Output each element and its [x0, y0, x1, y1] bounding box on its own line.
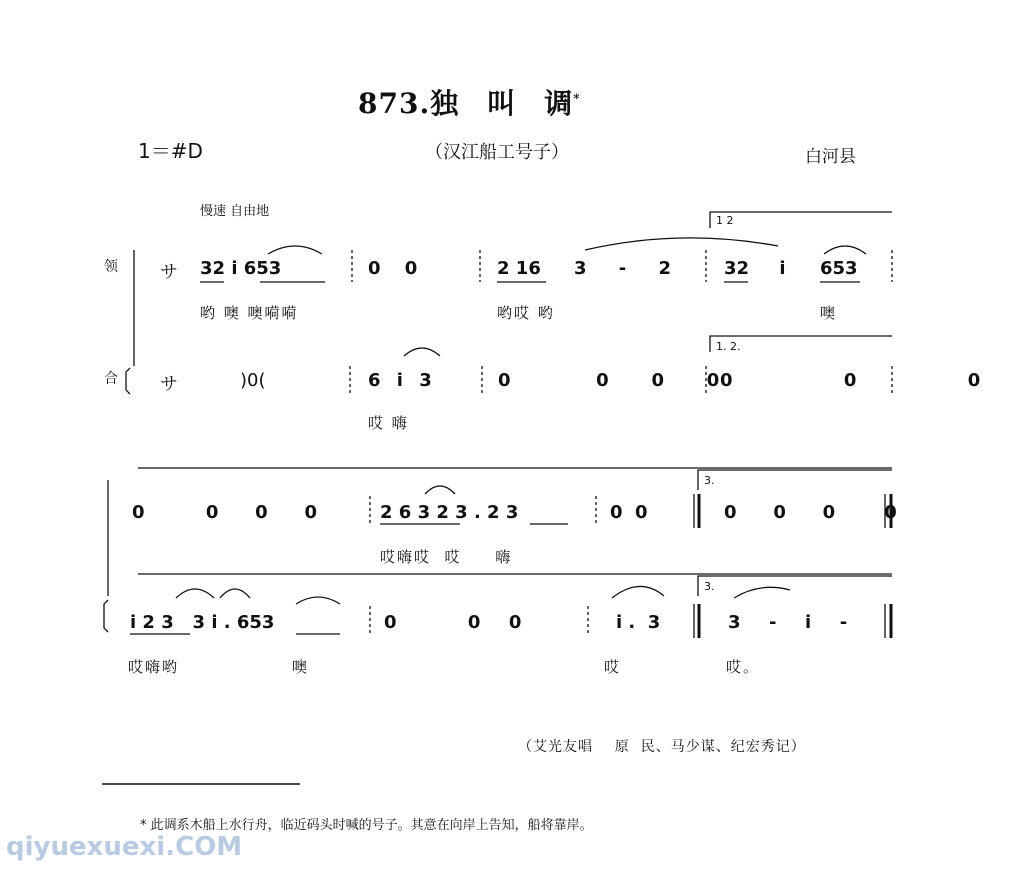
credit-line: （艾光友唱 原 民、马少谋、纪宏秀记）	[518, 739, 806, 755]
song-number: 873.	[358, 87, 431, 120]
lead-notes-3: 2 16	[497, 258, 541, 279]
chorus-lyrics-1: 哎 嗨	[368, 414, 409, 432]
slur	[220, 589, 250, 598]
key-signature: 1＝#D	[138, 139, 203, 163]
volta-chorus-3	[698, 576, 892, 596]
region-label: 白河县	[805, 147, 856, 167]
lead-lyrics-1: 哟 噢 噢嗬嗬	[200, 304, 299, 322]
slur	[585, 238, 778, 250]
s2-lead-volta-label: 3.	[704, 474, 715, 487]
s2-chorus-lyrics-1: 哎嗨哟	[128, 658, 180, 676]
slur	[734, 587, 790, 598]
s2-lead-notes-4: 0 0 0 0	[724, 502, 897, 523]
chorus-sa-mark: サ	[160, 374, 178, 395]
volta-lead-1	[710, 212, 892, 228]
title-char-2: 叫	[487, 87, 517, 120]
lead-sa-mark: サ	[160, 262, 178, 283]
lead-lyrics-3: 噢	[820, 304, 838, 322]
s2-chorus-notes-3: i . 3	[616, 612, 661, 633]
s2-chorus-volta-label: 3.	[704, 580, 715, 593]
slur	[176, 589, 214, 598]
system2-bracket	[104, 600, 108, 632]
s2-lead-notes-2: 2 6 3 2 3 . 2 3	[380, 502, 519, 523]
tempo-marking: 慢速 自由地	[200, 204, 270, 219]
slur	[612, 586, 664, 598]
slur	[824, 246, 866, 254]
lead-role-label: 领	[104, 259, 118, 275]
lead-notes-2: 0 0	[368, 258, 418, 279]
chorus-volta-label: 1. 2.	[716, 340, 741, 353]
lead-notes-4: 3 - 2	[574, 258, 672, 279]
title-footnote-mark: *	[573, 91, 581, 106]
s2-lead-lyrics-1: 哎嗨哎 哎 嗨	[380, 548, 513, 566]
volta-lead-3	[698, 470, 892, 490]
chorus-notes-3: 0 0 0	[720, 370, 981, 391]
footnote-text: * 此调系木船上水行舟，临近码头时喊的号子。其意在向岸上告知，船将靠岸。	[140, 818, 593, 833]
chorus-notes-1: 6 i 3	[368, 370, 432, 391]
s2-chorus-notes-2: 0 0 0	[384, 612, 522, 633]
lead-lyrics-2: 哟哎 哟	[497, 304, 555, 322]
chorus-role-label: 合	[104, 371, 118, 387]
s2-lead-notes-1: 0 0 0 0	[132, 502, 318, 523]
chorus-rest: )0(	[240, 370, 266, 391]
watermark-text: qiyuexuexi.COM	[6, 832, 243, 862]
slur	[425, 486, 455, 494]
title-char-1: 独	[430, 87, 460, 120]
s2-chorus-lyrics-2: 噢	[292, 658, 310, 676]
lead-notes-1: 32 i 653	[200, 258, 282, 279]
s2-chorus-lyrics-3: 哎	[604, 658, 622, 676]
lead-volta-label: 1 2	[716, 214, 734, 227]
system1-bracket	[126, 368, 130, 394]
slur	[296, 597, 340, 604]
lead-notes-6: 653	[820, 258, 858, 279]
slur	[404, 348, 440, 356]
chorus-notes-2: 0 0 0 0	[498, 370, 720, 391]
s2-chorus-lyrics-4: 哎。	[726, 658, 761, 676]
genre-label: （汉江船工号子）	[425, 142, 569, 163]
slur	[268, 246, 322, 254]
lead-notes-5: 32 i	[724, 258, 786, 279]
s2-lead-notes-3: 0 0	[610, 502, 648, 523]
title-char-3: 调	[544, 87, 574, 120]
s2-chorus-notes-1: i 2 3 3 i . 653	[130, 612, 275, 633]
s2-chorus-notes-4: 3 - i -	[728, 612, 848, 633]
